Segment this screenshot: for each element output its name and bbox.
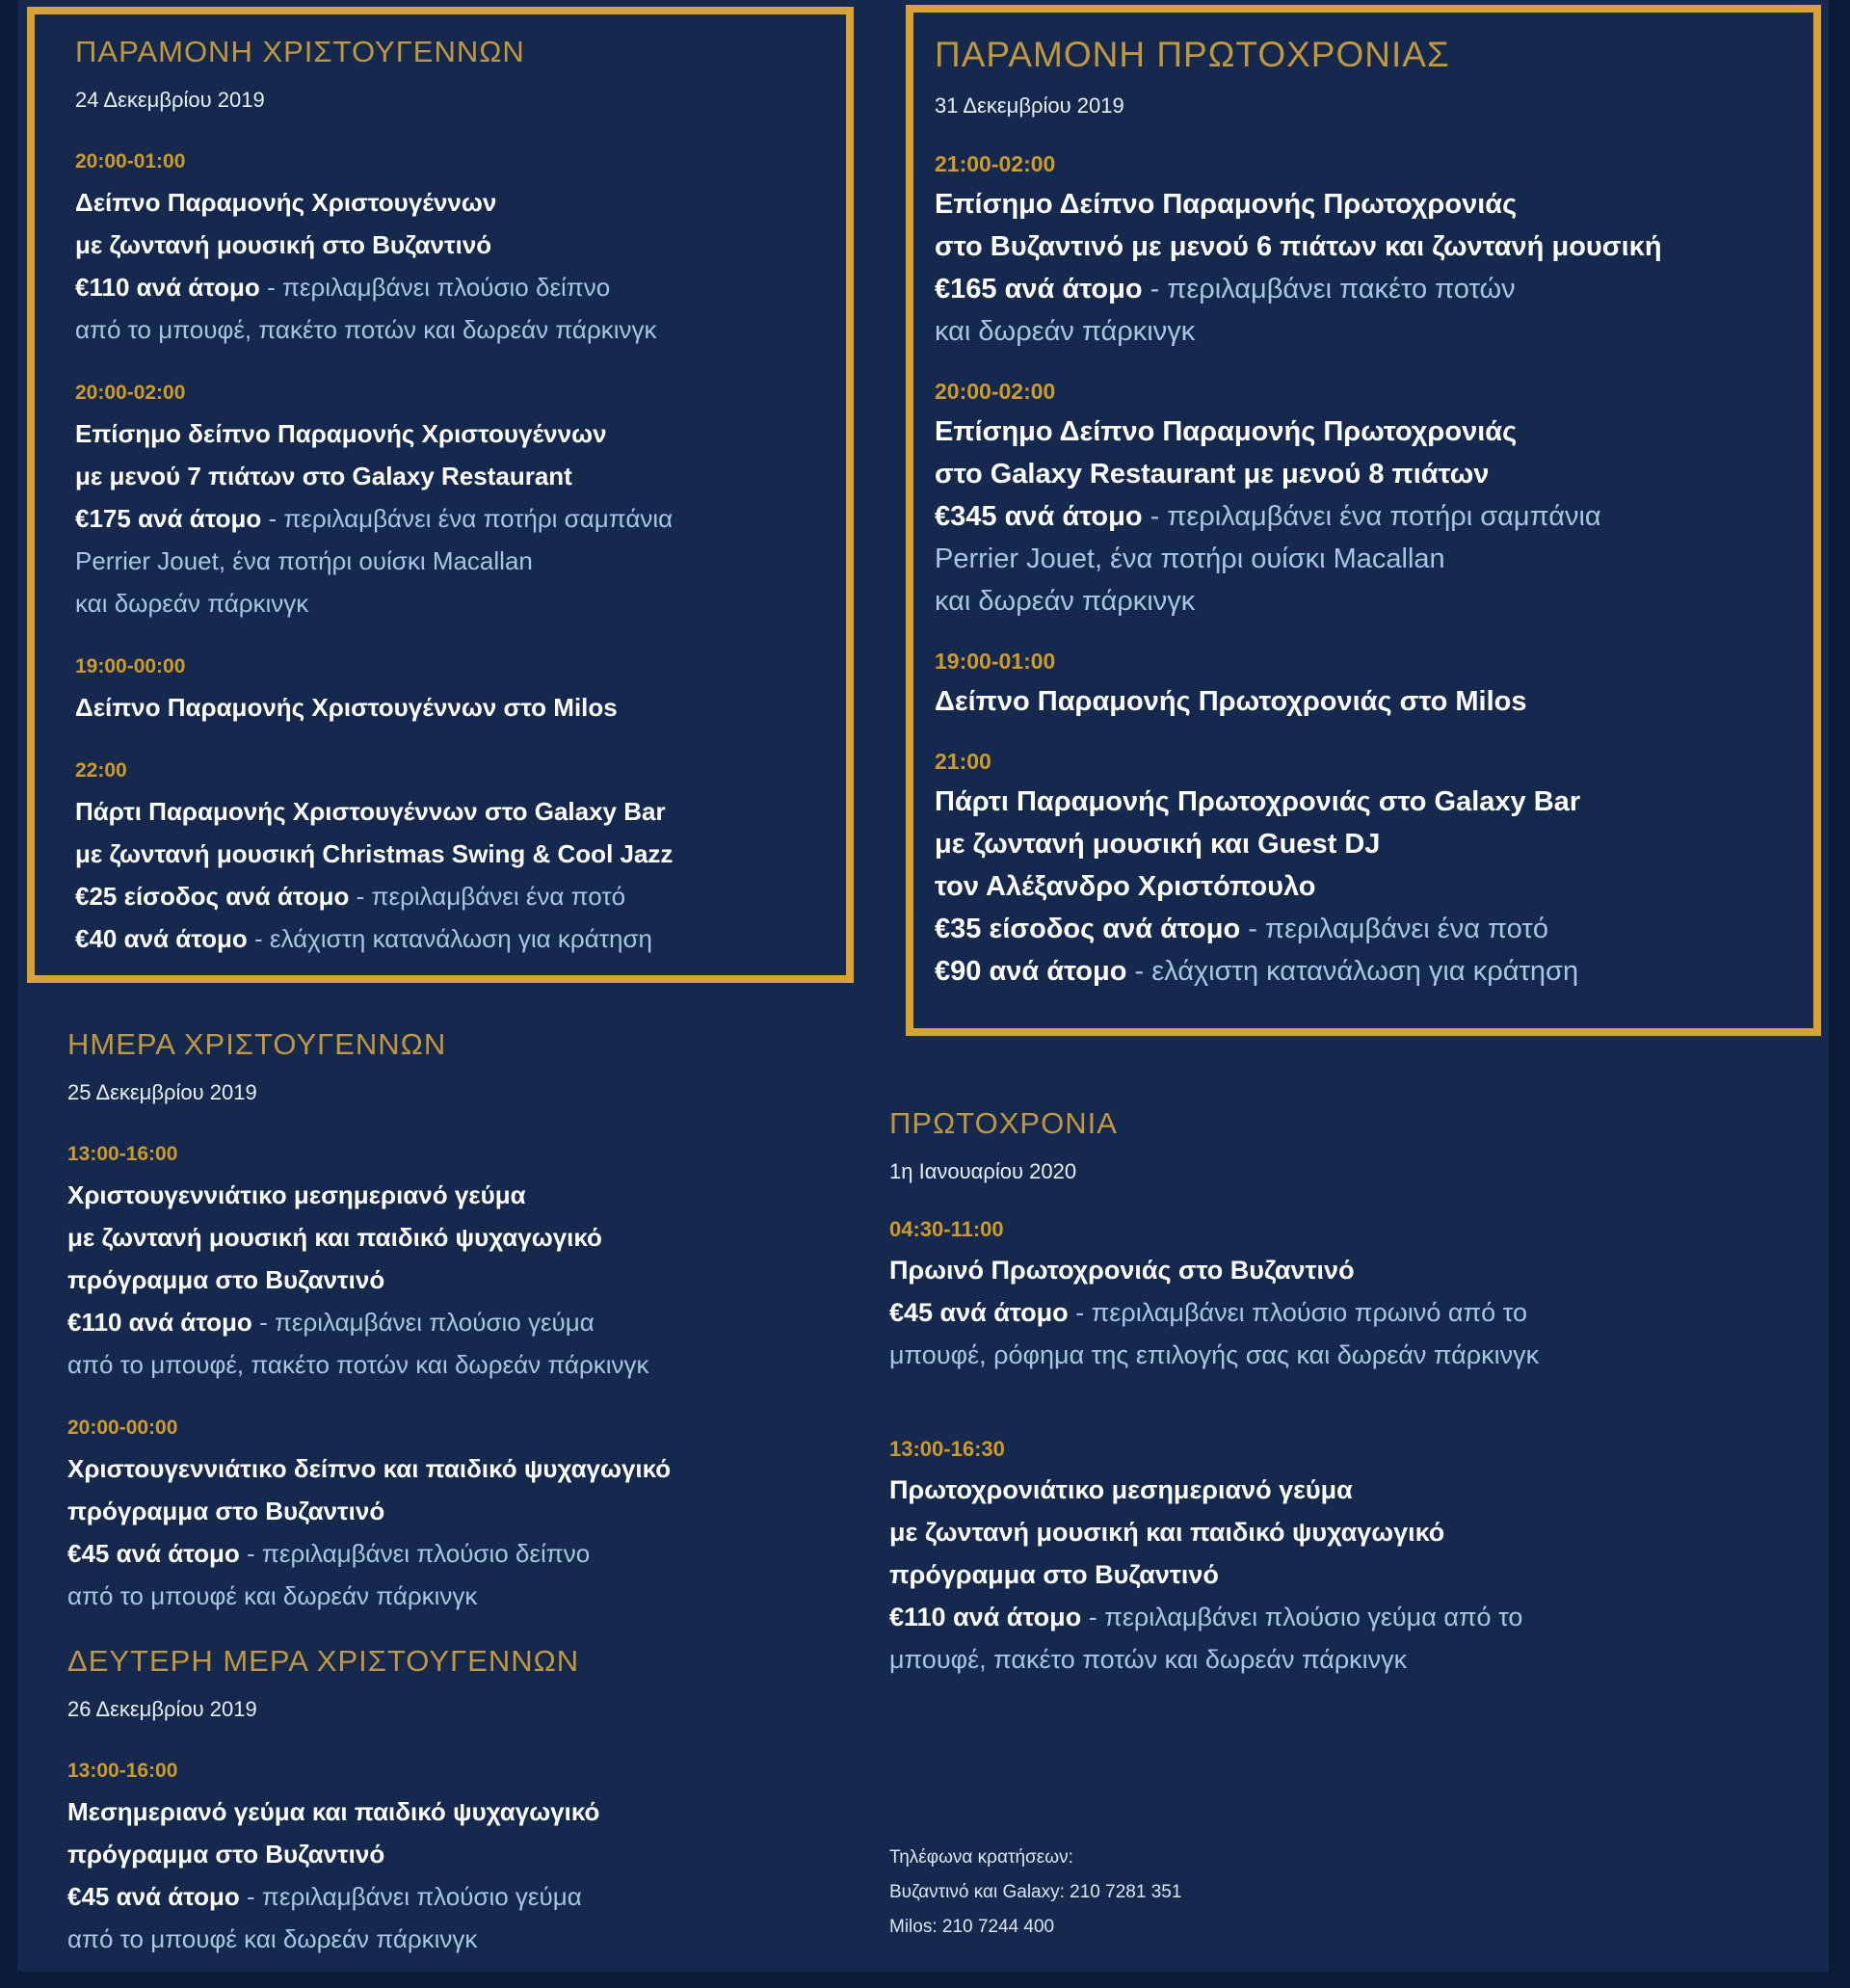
event-line-description: από το μπουφέ, πακέτο ποτών και δωρεάν πάρκινγκ [67,1350,649,1379]
event-line-bold: Επίσημο δείπνο Παραμονής Χριστουγέννων [75,419,607,448]
event-line [75,224,673,266]
section-date: 1η Ιανουαρίου 2020 [889,1159,1077,1183]
event-line-bold: Πρωινό Πρωτοχρονιάς στο Βυζαντινό [889,1256,1355,1285]
event-line [935,453,1662,495]
event-line [67,1575,671,1617]
event-line-description: - ελάχιστη κατανάλωση για κράτηση [1134,956,1579,987]
event-line [889,1553,1539,1596]
event-line-bold: με ζωντανή μουσική και παιδικό ψυχαγωγικό [889,1518,1445,1547]
event-line [889,1291,1539,1334]
event-line [67,1918,599,1960]
footer-line: Τηλέφωνα κρατήσεων: [889,1847,1073,1868]
event [75,374,673,624]
event-line-bold: τον Αλέξανδρο Χριστόπουλο [935,871,1316,902]
event [889,1430,1539,1681]
event-line [75,790,673,833]
event-line [67,1447,671,1490]
event [67,1135,671,1386]
event-line [67,1490,671,1532]
event-line [935,538,1662,580]
event-line [75,308,673,351]
event-line [75,686,673,729]
event-line [75,833,673,875]
event-line [935,310,1662,353]
page-left-edge [0,0,17,1988]
event-line-bold: Δείπνο Παραμονής Χριστουγέννων [75,188,497,217]
event-line [935,823,1662,865]
event-line-description: - περιλαμβάνει πλούσιο πρωινό από το [1075,1298,1527,1327]
event-line-bold: €25 είσοδος ανά άτομο [75,882,350,911]
event-line [889,1334,1539,1376]
event-time: 19:00-00:00 [75,655,186,677]
event-line [935,865,1662,908]
event-line-bold: πρόγραμμα στο Βυζαντινό [67,1497,385,1525]
event-line-bold: €175 ανά άτομο [75,504,262,533]
event-line-description: και δωρεάν πάρκινγκ [935,586,1196,617]
event-line-bold: €165 ανά άτομο [935,274,1143,305]
event-line-bold: Πρωτοχρονιάτικο μεσημεριανό γεύμα [889,1475,1353,1504]
event-time: 04:30-11:00 [889,1217,1004,1241]
event-line [889,1249,1539,1291]
event-line-bold: €110 ανά άτομο [75,273,260,302]
event-line-description: - περιλαμβάνει πακέτο ποτών [1150,274,1516,305]
event-line-bold: Δείπνο Παραμονής Πρωτοχρονιάς στο Milos [935,686,1527,717]
event-line-bold: Δείπνο Παραμονής Χριστουγέννων στο Milos [75,693,618,722]
event-line [935,781,1662,823]
section-date: 31 Δεκεμβρίου 2019 [935,93,1124,118]
event-line [67,1343,671,1386]
event-line [75,875,673,917]
event [75,752,673,960]
page-bottom-edge [0,1972,1850,1988]
footer-line: Milos: 210 7244 400 [889,1917,1055,1937]
event-time: 19:00-01:00 [935,649,1056,674]
event-line-bold: στο Βυζαντινό με μενού 6 πιάτων και ζωντανή μουσική [935,231,1662,262]
event-time: 20:00-00:00 [67,1417,178,1439]
event-line-description: Perrier Jouet, ένα ποτήρι ουίσκι Macallan [75,546,533,575]
event-line [75,917,673,960]
event-line-bold: Επίσημο Δείπνο Παραμονής Πρωτοχρονιάς [935,416,1518,447]
event-line-bold: με ζωντανή μουσική Christmas Swing & Cool Jazz [75,839,674,868]
event-line [935,411,1662,453]
event-line-description: Perrier Jouet, ένα ποτήρι ουίσκι Macallan [935,543,1445,574]
event-line-bold: με ζωντανή μουσική και παιδικό ψυχαγωγικό [67,1223,602,1252]
event-line [67,1532,671,1575]
event-line [67,1259,671,1301]
event-line-bold: με ζωντανή μουσική στο Βυζαντινό [75,230,492,259]
section-date: 24 Δεκεμβρίου 2019 [75,88,265,112]
event-line-bold: €90 ανά άτομο [935,956,1127,987]
event-line [935,680,1662,723]
event-line [67,1216,671,1259]
event [935,372,1662,623]
event-line-bold: Πάρτι Παραμονής Χριστουγέννων στο Galaxy Bar [75,797,666,826]
section-title: ΠΡΩΤΟΧΡΟΝΙΑ [889,1106,1118,1140]
event-line [889,1638,1539,1681]
event-line [935,495,1662,538]
event-line-description: - περιλαμβάνει πλούσιο γεύμα [259,1308,595,1337]
section-title: ΠΑΡΑΜΟΝΗ ΠΡΩΤΟΧΡΟΝΙΑΣ [935,35,1450,74]
event-line [75,181,673,224]
event-line-bold: Πάρτι Παραμονής Πρωτοχρονιάς στο Galaxy Bar [935,786,1581,817]
event-line-description: - ελάχιστη κατανάλωση για κράτηση [254,924,652,953]
event-line-description: - περιλαμβάνει ένα ποτό [356,882,626,911]
event-line-description: από το μπουφέ και δωρεάν πάρκινγκ [67,1924,478,1953]
event-line [935,183,1662,225]
section-date: 26 Δεκεμβρίου 2019 [67,1697,257,1721]
event-line-description: από το μπουφέ και δωρεάν πάρκινγκ [67,1581,478,1610]
section-title: ΗΜΕΡΑ ΧΡΙΣΤΟΥΓΕΝΝΩΝ [67,1027,447,1061]
event-line [67,1301,671,1343]
event-time: 13:00-16:00 [67,1760,178,1782]
event-line [67,1833,599,1875]
event-line-description: - περιλαμβάνει πλούσιο δείπνο [247,1539,591,1568]
event-line-bold: πρόγραμμα στο Βυζαντινό [67,1840,385,1869]
event-line-bold: Μεσημεριανό γεύμα και παιδικό ψυχαγωγικό [67,1797,600,1826]
event-line [75,540,673,582]
event-time: 20:00-02:00 [75,382,186,404]
footer-line: Βυζαντινό και Galaxy: 210 7281 351 [889,1882,1182,1902]
event-line-bold: με ζωντανή μουσική και Guest DJ [935,829,1381,860]
page-right-edge [1829,0,1850,1988]
section-christmas-day [67,1025,671,1617]
section-nye [935,33,1662,993]
event-line-description: - περιλαμβάνει πλούσιο γεύμα [247,1882,582,1911]
event-time: 13:00-16:00 [67,1143,178,1165]
event-line-bold: Χριστουγεννιάτικο μεσημεριανό γεύμα [67,1180,526,1209]
event-line-description: - περιλαμβάνει πλούσιο γεύμα από το [1088,1603,1523,1631]
event-line-bold: €40 ανά άτομο [75,924,248,953]
event-time: 21:00 [935,749,991,774]
event-line [889,1511,1539,1553]
reservation-phones [889,1841,1181,1945]
event-line-description: και δωρεάν πάρκινγκ [75,589,309,618]
section-new-year [889,1104,1539,1681]
event [67,1752,599,1960]
event-line-description: - περιλαμβάνει πλούσιο δείπνο [267,273,611,302]
event-line-bold: πρόγραμμα στο Βυζαντινό [889,1560,1219,1589]
event-line [75,497,673,540]
event-line [75,582,673,624]
event-line-description: - περιλαμβάνει ένα ποτήρι σαμπάνια [268,504,674,533]
event-line [935,950,1662,993]
event [935,742,1662,993]
event-time: 13:00-16:30 [889,1437,1005,1461]
section-date: 25 Δεκεμβρίου 2019 [67,1080,257,1104]
event-line-bold: πρόγραμμα στο Βυζαντινό [67,1265,385,1294]
event-line-description: από το μπουφέ, πακέτο ποτών και δωρεάν πάρκινγκ [75,315,657,344]
event-line-bold: με μενού 7 πιάτων στο Galaxy Restaurant [75,462,572,490]
event-line [935,908,1662,950]
event-time: 22:00 [75,759,127,782]
section-title: ΔΕΥΤΕΡΗ ΜΕΡΑ ΧΡΙΣΤΟΥΓΕΝΝΩΝ [67,1644,580,1678]
event [935,145,1662,353]
event-line-bold: €110 ανά άτομο [889,1603,1082,1631]
event-line [75,455,673,497]
event-line [935,225,1662,268]
event [67,1409,671,1617]
event-line-bold: €45 ανά άτομο [889,1298,1069,1327]
event-line-bold: στο Galaxy Restaurant με μενού 8 πιάτων [935,459,1490,490]
event-line-bold: €35 είσοδος ανά άτομο [935,914,1241,944]
event-line-bold: €110 ανά άτομο [67,1308,252,1337]
event-time: 20:00-01:00 [75,150,186,172]
event-time: 21:00-02:00 [935,151,1056,176]
event-line-bold: €345 ανά άτομο [935,501,1143,532]
event-line [935,268,1662,310]
event-line [889,1596,1539,1638]
event-line-bold: Επίσημο Δείπνο Παραμονής Πρωτοχρονιάς [935,189,1518,220]
event-line [935,580,1662,623]
event-line-description: - περιλαμβάνει ένα ποτήρι σαμπάνια [1150,501,1601,532]
event-line-description: και δωρεάν πάρκινγκ [935,316,1196,347]
event [75,648,673,729]
section-title: ΠΑΡΑΜΟΝΗ ΧΡΙΣΤΟΥΓΕΝΝΩΝ [75,35,525,68]
section-boxing-day [67,1642,599,1960]
event-line [67,1174,671,1216]
event-line [67,1875,599,1918]
section-christmas-eve [75,33,673,960]
event-line-bold: €45 ανά άτομο [67,1882,240,1911]
event-line [67,1790,599,1833]
event-line [75,266,673,308]
event [935,642,1662,723]
event-time: 20:00-02:00 [935,379,1056,404]
event [889,1210,1539,1376]
event-line-bold: €45 ανά άτομο [67,1539,240,1568]
event [75,143,673,351]
event-line-description: - περιλαμβάνει ένα ποτό [1248,914,1548,944]
event-line-bold: Χριστουγεννιάτικο δείπνο και παιδικό ψυχαγωγικό [67,1454,672,1483]
event-line-description: μπουφέ, πακέτο ποτών και δωρεάν πάρκινγκ [889,1645,1408,1674]
event-line-description: μπουφέ, ρόφημα της επιλογής σας και δωρεάν πάρκινγκ [889,1340,1540,1369]
event-line [75,412,673,455]
event-line [889,1469,1539,1511]
